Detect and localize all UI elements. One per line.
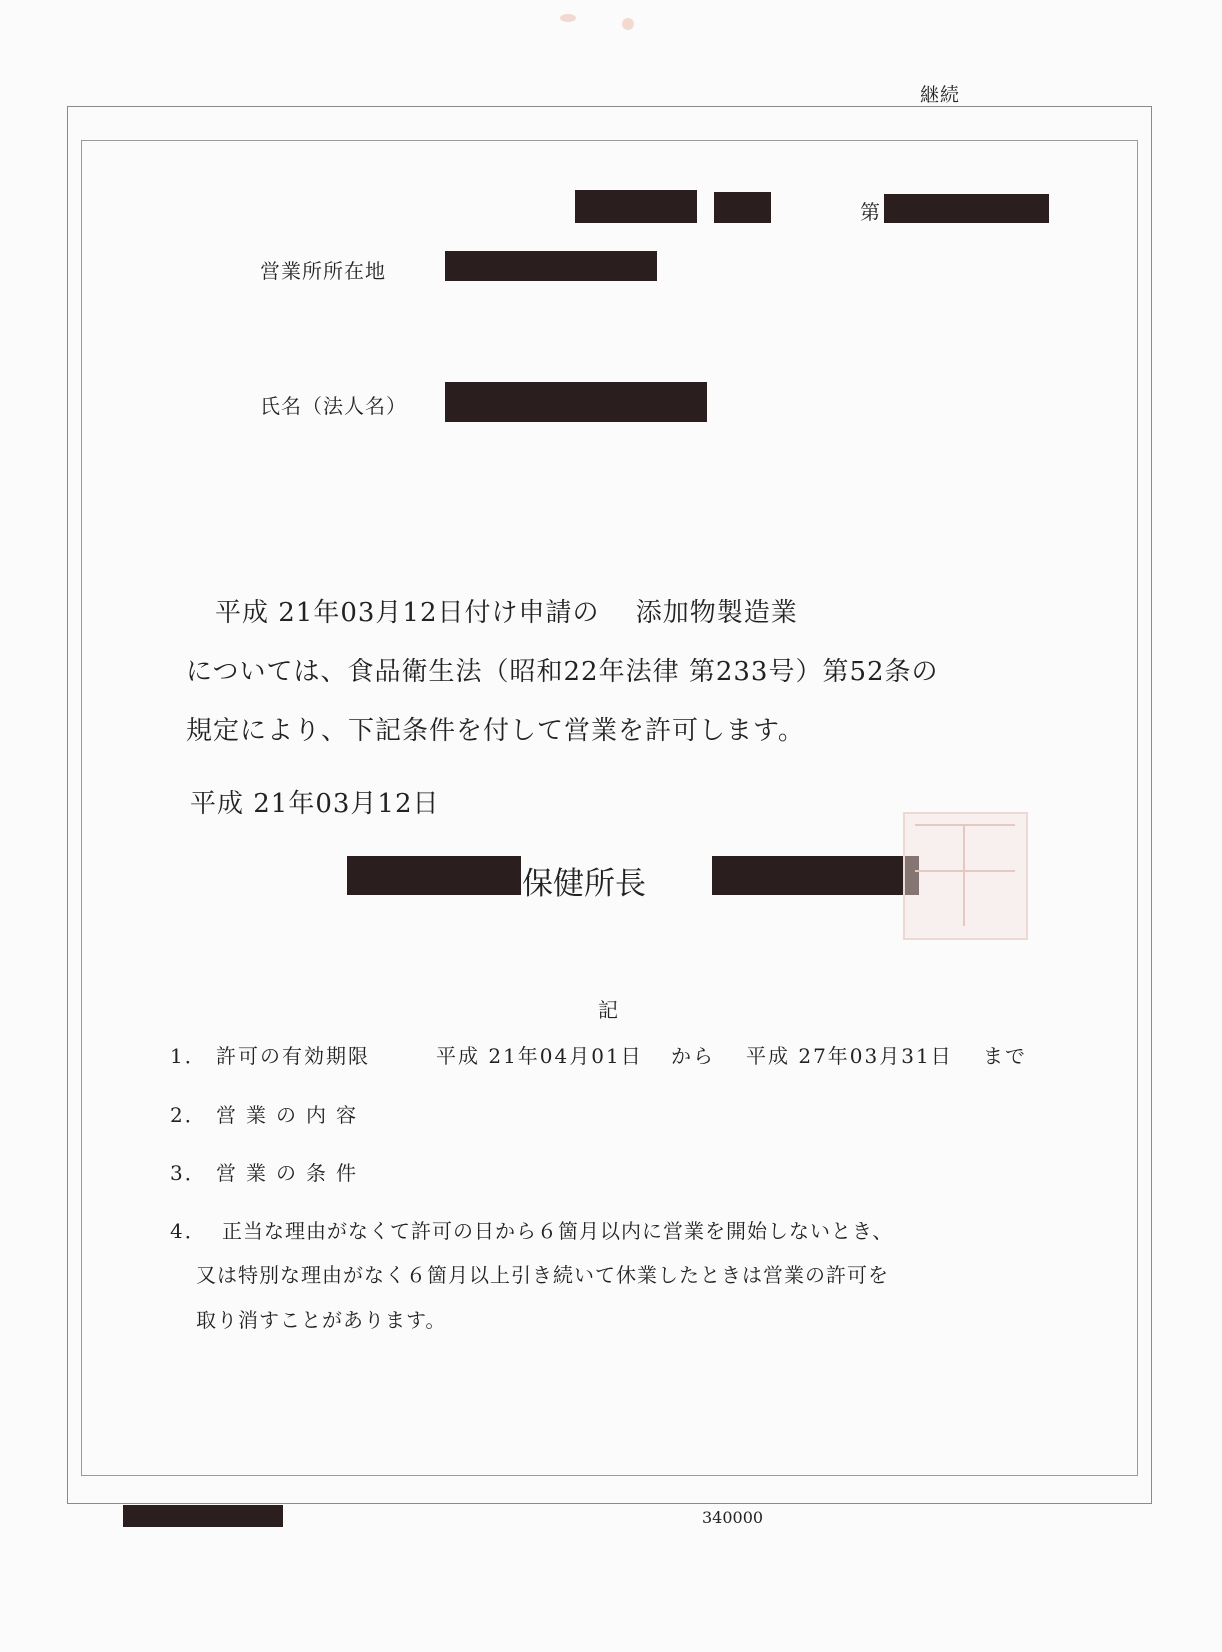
redacted-address — [445, 251, 657, 281]
redacted-permit-number — [884, 194, 1049, 223]
redacted-footer-block — [123, 1505, 283, 1527]
condition-2-number: 2． — [170, 1103, 207, 1127]
condition-1-number: 1． — [170, 1044, 207, 1068]
redacted-name — [445, 382, 707, 422]
redacted-block — [575, 190, 697, 223]
permit-number-prefix: 第 — [860, 200, 881, 224]
condition-4-number: 4． — [170, 1219, 207, 1243]
name-label: 氏名（法人名） — [260, 394, 407, 418]
scan-smudge — [622, 18, 634, 30]
redacted-block — [714, 192, 771, 223]
issue-date: 平成 21年03月12日 — [190, 789, 440, 819]
official-seal — [903, 812, 1028, 940]
condition-2-label: 営業の内容 — [216, 1103, 366, 1127]
condition-4-line-2: 又は特別な理由がなく６箇月以上引き続いて休業したときは営業の許可を — [196, 1263, 889, 1287]
validity-to-word: まで — [983, 1044, 1027, 1068]
ki-heading: 記 — [598, 998, 619, 1022]
validity-from-word: から — [671, 1044, 715, 1068]
scan-smudge — [560, 14, 576, 22]
body-line-2: については、食品衛生法（昭和22年法律 第233号）第52条の — [186, 657, 939, 687]
body-line-1: 平成 21年03月12日付け申請の 添加物製造業 — [215, 598, 798, 628]
location-label: 営業所所在地 — [260, 259, 386, 283]
footer-code: 340000 — [702, 1508, 764, 1527]
issuer-title: 保健所長 — [522, 866, 646, 902]
redacted-health-center — [347, 856, 521, 895]
condition-3-label: 営業の条件 — [216, 1161, 366, 1185]
body-line-3: 規定により、下記条件を付して営業を許可します。 — [186, 716, 805, 746]
validity-to-date: 平成 27年03月31日 — [746, 1044, 953, 1068]
condition-4-line-3: 取り消すことがあります。 — [196, 1308, 447, 1332]
continued-label: 継続 — [920, 84, 961, 106]
condition-1-label: 許可の有効期限 — [216, 1044, 370, 1068]
condition-4-line-1: 正当な理由がなくて許可の日から６箇月以内に営業を開始しないとき、 — [222, 1219, 894, 1243]
condition-3-number: 3． — [170, 1161, 207, 1185]
validity-from-date: 平成 21年04月01日 — [436, 1044, 643, 1068]
redacted-director-name — [712, 856, 919, 895]
